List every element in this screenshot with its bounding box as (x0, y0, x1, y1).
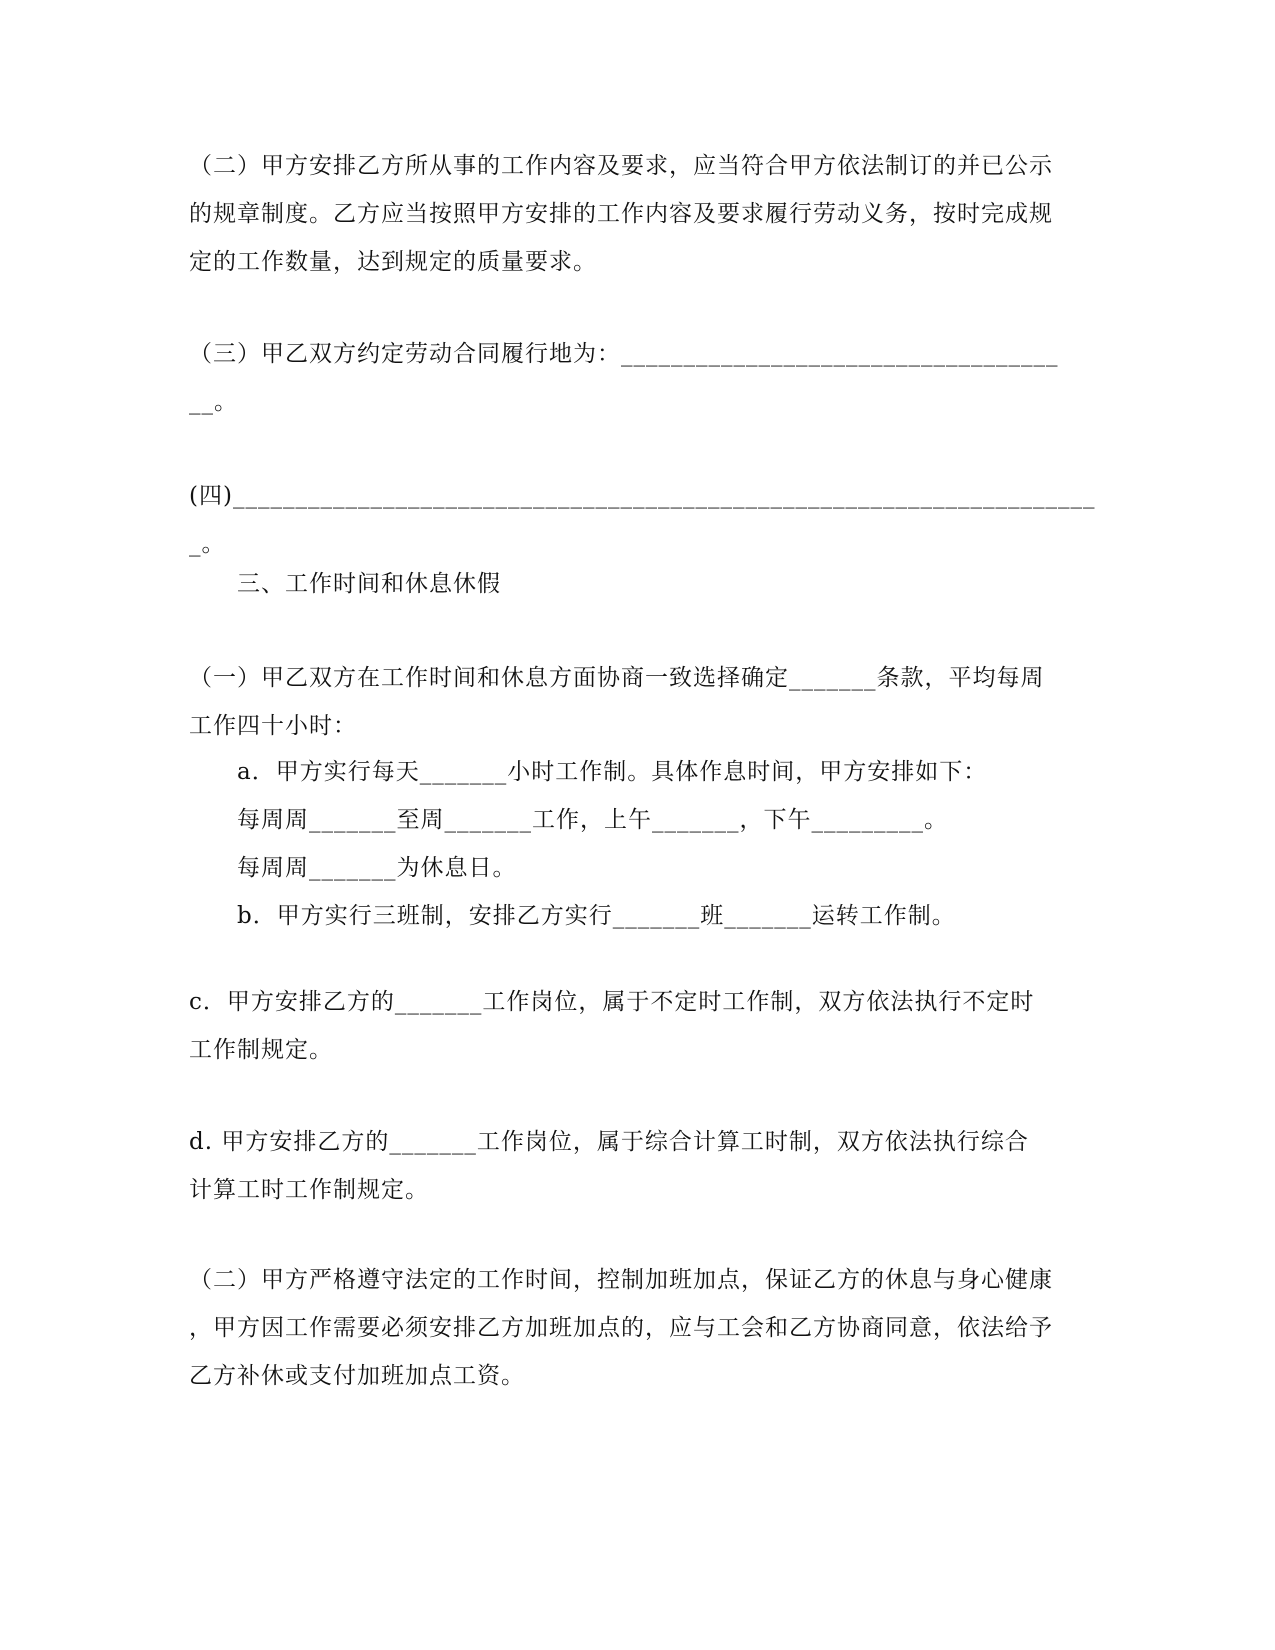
text-line: d. 甲方安排乙方的_______工作岗位，属于综合计算工时制，双方依法执行综合 (189, 1129, 1029, 1155)
paragraph-work-location (189, 330, 1089, 426)
text-line: 工作制规定。 (189, 1037, 333, 1063)
text-line: （二）甲方安排乙方所从事的工作内容及要求，应当符合甲方依法制订的并已公示 (189, 153, 1053, 179)
text-line: ，甲方因工作需要必须安排乙方加班加点的，应与工会和乙方协商同意，依法给予 (189, 1315, 1053, 1341)
item-b-line: b．甲方实行三班制，安排乙方实行_______班_______运转工作制。 (237, 903, 956, 929)
paragraph-working-hours (189, 654, 1089, 750)
text-line: （一）甲乙双方在工作时间和休息方面协商一致选择确定_______条款，平均每周 (189, 665, 1045, 691)
item-a-schedule-line: 每周周_______至周_______工作，上午_______，下午_________。 (237, 807, 948, 833)
text-line: （二）甲方严格遵守法定的工作时间，控制加班加点，保证乙方的休息与身心健康 (189, 1267, 1053, 1293)
text-line: 乙方补休或支付加班加点工资。 (189, 1363, 525, 1389)
paragraph-item-d (189, 1118, 1089, 1214)
paragraph-work-content (189, 142, 1089, 286)
paragraph-overtime (189, 1256, 1089, 1400)
item-a-rest-day-line: 每周周_______为休息日。 (237, 855, 517, 881)
section-heading (237, 560, 1137, 608)
text-line: c．甲方安排乙方的_______工作岗位，属于不定时工作制，双方依法执行不定时 (189, 989, 1035, 1015)
text-line: 的规章制度。乙方应当按照甲方安排的工作内容及要求履行劳动义务，按时完成规 (189, 201, 1053, 227)
section-heading-text: 三、工作时间和休息休假 (237, 571, 501, 597)
item-a-line: a．甲方实行每天_______小时工作制。具体作息时间，甲方安排如下： (237, 759, 988, 785)
text-line: 计算工时工作制规定。 (189, 1177, 429, 1203)
text-line: （三）甲乙双方约定劳动合同履行地为：___________________________________ (189, 341, 1059, 367)
paragraph-item-c (189, 978, 1089, 1074)
item-list (237, 748, 1137, 940)
text-line: __。 (189, 389, 238, 415)
paragraph-clause-four (189, 472, 1096, 568)
text-line: (四)_____________________________________________________________________ (189, 483, 1096, 509)
text-line: 工作四十小时： (189, 713, 357, 739)
text-line: _。 (189, 531, 226, 557)
text-line: 定的工作数量，达到规定的质量要求。 (189, 249, 597, 275)
